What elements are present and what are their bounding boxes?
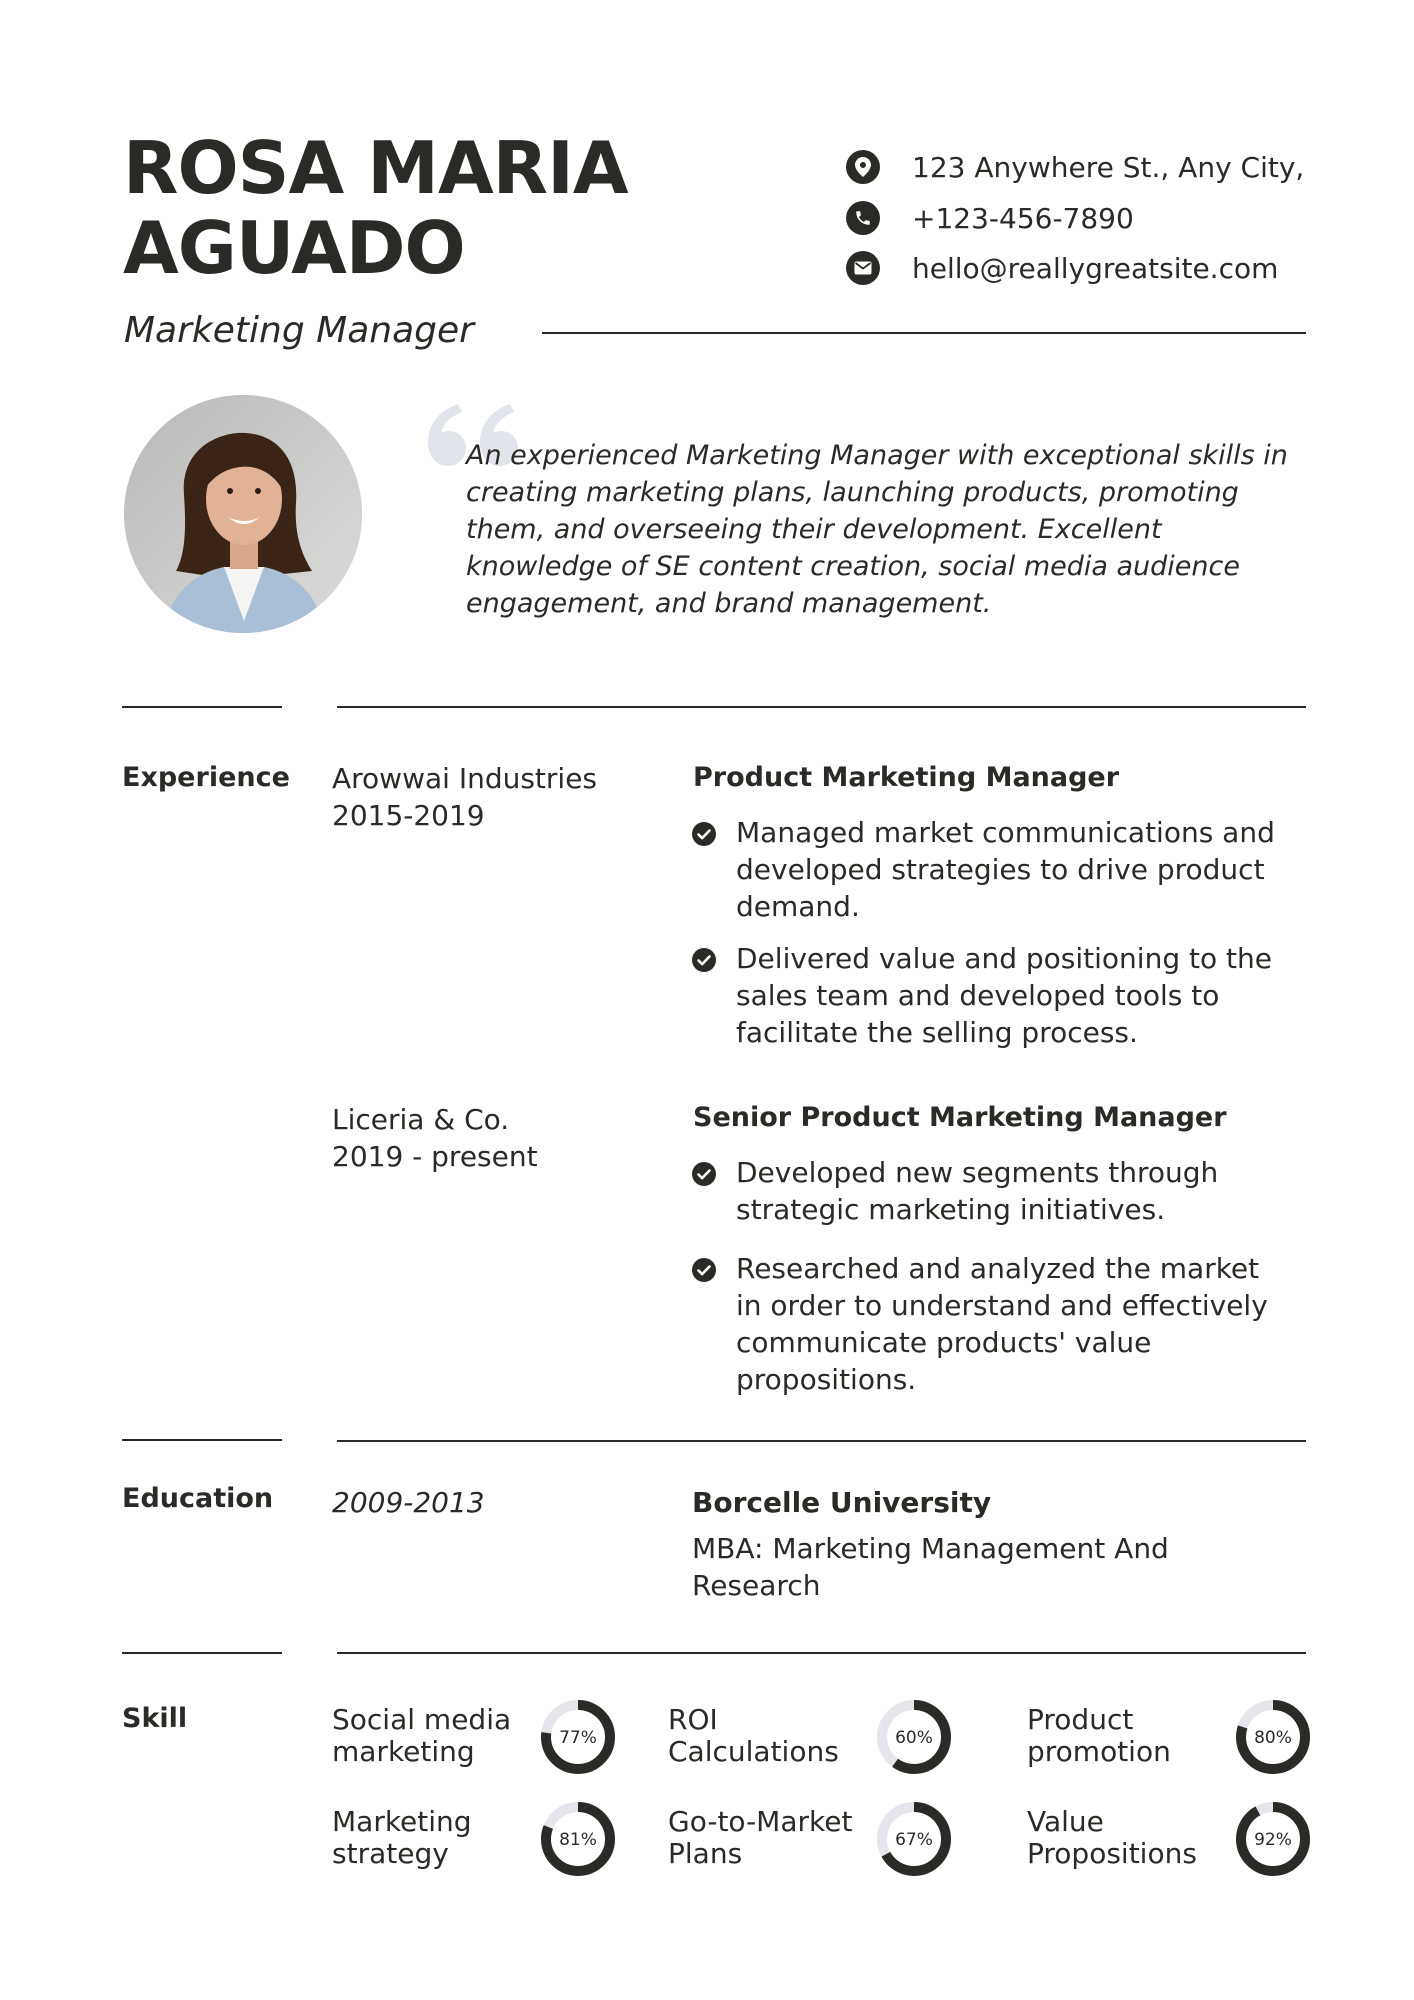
skill-label-3: Product promotion: [1027, 1703, 1171, 1768]
phone-icon: [846, 201, 880, 235]
job-2-years: 2019 - present: [332, 1140, 538, 1173]
check-circle-icon: [692, 822, 716, 846]
experience-divider: [337, 706, 1306, 708]
check-circle-icon: [692, 948, 716, 972]
skill-ring-3: [1234, 1698, 1312, 1776]
skill-ring-6: [1234, 1800, 1312, 1878]
education-label-divider: [122, 1439, 282, 1441]
job-1-company: Arowwai Industries: [332, 762, 598, 795]
education-degree: MBA: Marketing Management And Research: [692, 1532, 1169, 1602]
skill-ring-1: [539, 1698, 617, 1776]
contact-phone: [846, 198, 1134, 238]
skill-ring-percent: 77%: [559, 1728, 597, 1748]
skill-divider: [337, 1652, 1306, 1654]
skill-ring-percent: 80%: [1254, 1728, 1292, 1748]
experience-label-divider: [122, 706, 282, 708]
email-text[interactable]: hello@reallygreatsite.com: [912, 251, 1279, 285]
check-circle-icon: [692, 1162, 716, 1186]
skill-ring-percent: 92%: [1254, 1830, 1292, 1850]
address-text: 123 Anywhere St., Any City,: [912, 150, 1305, 184]
mail-icon: [846, 251, 880, 285]
job-1-years: 2015-2019: [332, 799, 485, 832]
job-1-bullet-2: [692, 940, 1292, 1051]
candidate-name: [123, 128, 723, 288]
education-school: Borcelle University: [692, 1486, 992, 1519]
contact-email: [846, 248, 1278, 288]
job-2-bullet-2-text: Researched and analyzed the market in order to understand and effectively communicate products' value propositions.: [736, 1252, 1268, 1396]
name-line-1: ROSA MARIA: [123, 126, 628, 210]
skill-label-6: Value Propositions: [1027, 1805, 1197, 1870]
skill-label-divider: [122, 1652, 282, 1654]
job-1-company-block: [332, 760, 597, 834]
phone-text[interactable]: +123-456-7890: [912, 201, 1134, 235]
job-2-company: Liceria & Co.: [332, 1103, 510, 1136]
skill-label-2: ROI Calculations: [668, 1703, 839, 1768]
skill-label-1: Social media marketing: [332, 1703, 512, 1768]
job-role: Marketing Manager: [124, 310, 474, 351]
skill-ring-percent: 81%: [559, 1830, 597, 1850]
education-years: 2009-2013: [332, 1486, 485, 1519]
job-1-bullet-1: [692, 814, 1292, 925]
job-1-bullet-2-text: Delivered value and positioning to the sales team and developed tools to facilitate the selling process.: [736, 942, 1272, 1049]
location-pin-icon: [846, 150, 880, 184]
experience-heading: Experience: [122, 762, 290, 793]
profile-photo: [124, 395, 362, 633]
job-2-bullet-1-text: Developed new segments through strategic marketing initiatives.: [736, 1156, 1219, 1226]
check-circle-icon: [692, 1258, 716, 1282]
skill-ring-percent: 67%: [895, 1830, 933, 1850]
skill-ring-2: [875, 1698, 953, 1776]
contact-address: [846, 147, 1304, 187]
education-divider: [337, 1440, 1306, 1442]
job-1-bullet-1-text: Managed market communications and developed strategies to drive product demand.: [736, 816, 1275, 923]
job-1-title: Product Marketing Manager: [693, 762, 1120, 793]
skill-label-4: Marketing strategy: [332, 1805, 472, 1870]
name-line-2: AGUADO: [123, 206, 465, 290]
header-divider: [542, 332, 1306, 334]
skill-label-5: Go-to-Market Plans: [668, 1805, 853, 1870]
skill-ring-4: [539, 1800, 617, 1878]
job-2-bullet-2: [692, 1250, 1292, 1398]
job-2-title: Senior Product Marketing Manager: [693, 1102, 1227, 1133]
skill-heading: Skill: [122, 1703, 188, 1734]
skill-ring-5: [875, 1800, 953, 1878]
education-heading: Education: [122, 1483, 274, 1514]
skill-ring-percent: 60%: [895, 1728, 933, 1748]
job-2-company-block: [332, 1101, 538, 1175]
job-2-bullet-1: [692, 1154, 1292, 1228]
profile-summary: An experienced Marketing Manager with exceptional skills in creating marketing plans, launching products, promoting them, and overseeing their development. Excellent knowledge of SE content creation, social media audience engagement, and brand management.: [466, 440, 1288, 619]
